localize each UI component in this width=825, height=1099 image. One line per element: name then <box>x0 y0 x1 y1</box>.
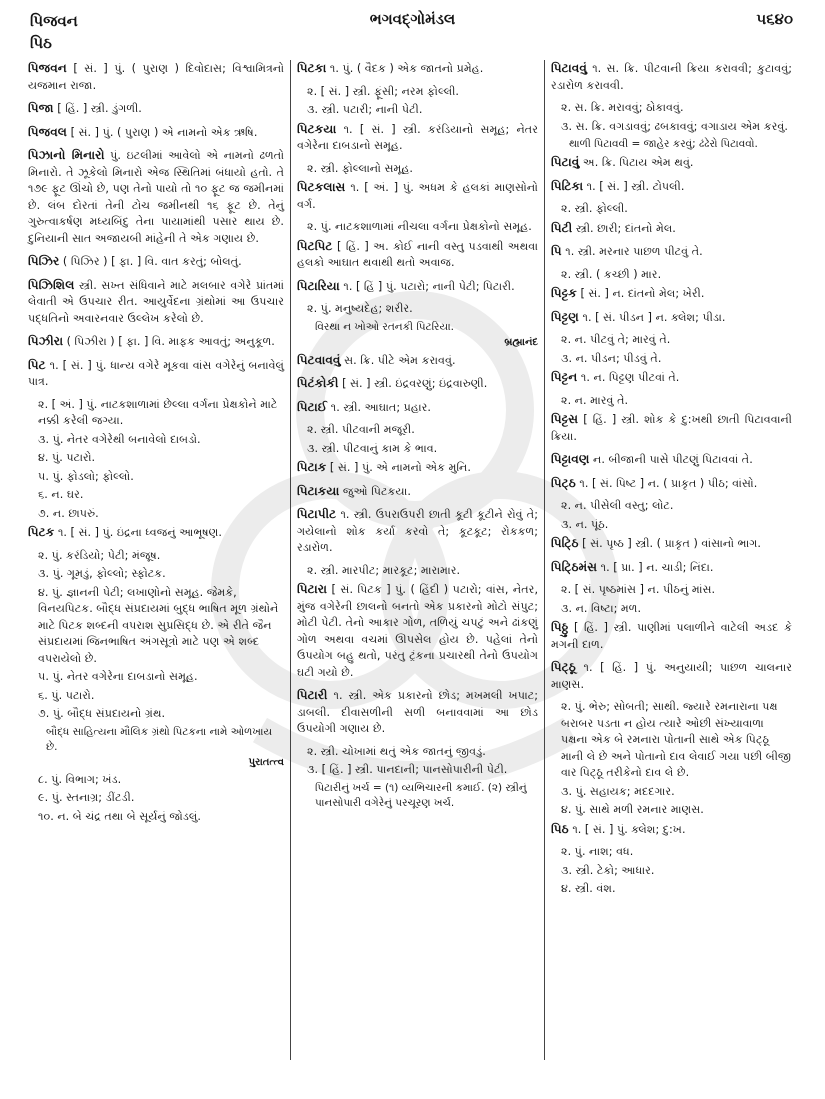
entry-sense: ૭. ન. છાપરું. <box>38 506 99 520</box>
dictionary-entry <box>28 277 284 328</box>
dictionary-entry <box>28 253 284 271</box>
entry-sense: ૨. પું. કરંડિયો; પેટી; મંજૂષ. <box>38 548 161 562</box>
entry-sense: ૨. સ્ત્રી. ફોલ્લાનો સમૂહ. <box>307 161 413 175</box>
entry-sense: ૩. સ્ત્રી. પટારી; નાની પેટી. <box>307 103 423 116</box>
dictionary-entry <box>551 619 792 653</box>
guide-word-first: પિજવન <box>30 12 78 30</box>
entry-headword: પિટકયા <box>297 121 337 136</box>
entry-headword: પિજા <box>28 101 54 115</box>
column-2 <box>290 60 544 1060</box>
entry-headword: પિટ્ઠૂ <box>551 660 576 674</box>
entry-headword: પિટકા <box>297 61 327 75</box>
dictionary-entry <box>297 581 538 681</box>
dictionary-entry <box>551 535 792 553</box>
entry-sense: ૨. સ્ત્રી. ( કચ્છી ) માર. <box>561 267 662 281</box>
entry-definition: સ્ત્રી. છારી; દાંતનો મેલ. <box>575 221 676 235</box>
entry-headword: પિજવન <box>28 61 67 75</box>
dictionary-entry <box>297 60 538 78</box>
dictionary-entry <box>551 475 792 493</box>
dictionary-columns <box>28 60 798 1060</box>
entry-headword: પિટક <box>28 525 55 539</box>
entry-headword: પિટ્ઠ <box>551 475 576 490</box>
entry-definition: ( પિઝિર ) [ ફા. ] વિ. વાત કરતું; બોલતું. <box>62 255 242 268</box>
entry-definition: [ હિં. ] સ્ત્રી. પાણીમાં પલાળીને વાટેલી અડદ કે મગની દાળ. <box>551 621 792 651</box>
entry-sense: ૧૦. ન. બે ચંદ્ર તથા બે સૂર્યનું જોડલું. <box>38 809 201 823</box>
entry-sense: ૨. સ. ક્રિ. મરાવવું; ઠોકાવવું. <box>561 101 684 114</box>
dictionary-entry <box>551 243 792 261</box>
entry-definition: ન. બીજાની પાસે પીટણું પિટાવવાં તે. <box>593 453 753 466</box>
entry-definition: ૧. [ સં. ] સ્ત્રી. કરંડિયાનો સમૂહ; નેતર વગેરેના દાબડાનો સમૂહ. <box>297 122 538 152</box>
entry-definition: ૧. [ અં. ] પું. અધમ કે હલકાં માણસોનો વર્ગ. <box>297 181 538 211</box>
quote-citation: પુરાતત્ત્વ <box>248 756 284 768</box>
dictionary-entry <box>297 459 538 477</box>
entry-headword: પિટ <box>28 357 46 372</box>
dictionary-entry <box>551 178 792 196</box>
column-3 <box>544 60 798 1060</box>
entry-sense: ૨. પું. મનુષ્યદેહ; શરીર. <box>307 302 413 315</box>
dictionary-entry <box>551 220 792 238</box>
dictionary-entry <box>28 100 284 118</box>
dictionary-entry <box>28 524 284 542</box>
dictionary-entry <box>551 451 792 469</box>
entry-headword: પિઠ્ઠુ <box>551 620 569 634</box>
entry-definition: ૧. સ્ત્રી. એક પ્રકારનો છોડ; મખમલી ખપાટ; ડાબલી. દીવાસળીની સળી બનાવવામાં આ છોડ ઉપયોગી ગણાય છે. <box>297 689 538 735</box>
dictionary-entry <box>297 399 538 417</box>
book-title: ભગવદ્ગોમંડલ <box>369 10 456 28</box>
entry-definition: [ સં. પૃષ્ઠ ] સ્ત્રી. ( પ્રાકૃત ) વાંસાનો ભાગ. <box>582 537 761 550</box>
entry-headword: પિટાવું <box>551 155 580 169</box>
entry-sense: ૮. પું. વિભાગ; ખંડ. <box>38 772 122 786</box>
entry-sense: ૩. પું. સહાયક; મદદગાર. <box>561 784 675 798</box>
entry-headword: પિટવાવવું <box>297 352 341 367</box>
dictionary-entry <box>551 659 792 693</box>
dictionary-entry <box>551 411 792 445</box>
entry-sense: ૩. સ્ત્રી. ટેકો; આધાર. <box>561 863 655 877</box>
entry-definition: [ સં. ] પું. ( પુરાણ ) દિવોદાસ; વિશ્વામિત્રનો યજમાન રાજા. <box>28 62 284 92</box>
column-1 <box>28 60 290 1060</box>
entry-headword: પિઝિશિલ <box>28 277 75 292</box>
entry-definition: ૧. [ હિં ] પું. પટારો; નાની પેટી; પિટારી. <box>343 279 515 293</box>
entry-definition: ૧. [ સં. ] પું. ઇંદ્રના ધ્વજનું આભૂષણ. <box>57 526 222 539</box>
entry-sense: ૪. પું. જ્ઞાનની પેટી; લખાણોનો સમૂહ. જેમકે, વિનયપિટક. બૌદ્ધ સંપ્રદાયમાં બુદ્ધ ભાષિત મૂળ ગ્રંથોને માટે પિટક શબ્દની વપરાશ સુપ્રસિદ્ધ છે. એ રીતે જૈન સંપ્રદાયમાં જિનભાષિત અંગસૂત્રો માટે પણ એ શબ્દ વપરાયેલો છે. <box>38 585 279 665</box>
entry-headword: પિટાપીટ <box>297 507 337 521</box>
dictionary-entry <box>551 60 792 94</box>
entry-headword: પિટ્ટાવણ <box>551 452 590 466</box>
entry-definition: ૧. [ સં. ] સ્ત્રી. ટોપલી. <box>586 179 685 193</box>
dictionary-entry <box>28 124 284 142</box>
entry-sense: ૨. ન. પીસેલી વસ્તુ; લોટ. <box>561 499 674 512</box>
entry-definition: [ હિં. ] સ્ત્રી. ડુંગળી. <box>57 102 142 115</box>
entry-headword: પિટકલાસ <box>297 180 346 194</box>
entry-sense: ૨. સ્ત્રી. ચોખામાં થતું એક જાતનું જીવડું. <box>307 744 486 758</box>
dictionary-entry <box>28 147 284 247</box>
entry-sense: ૨. ન. પીટવું તે; મારવું તે. <box>561 333 671 346</box>
entry-headword: પિટારિયા <box>297 278 340 293</box>
entry-sense: ૨. પું. નાટકશાળામાં નીચલા વર્ગના પ્રેક્ષકોનો સમૂહ. <box>307 220 532 233</box>
dictionary-entry <box>297 375 538 393</box>
entry-sense: ૭. પું. બૌદ્ધ સંપ્રદાયનો ગ્રંથ. <box>38 707 166 720</box>
quote-text: બૌદ્ધ સાહિત્યના મૌલિક ગ્રંથો પિટકના નામે ઓળખાય છે. <box>46 725 273 753</box>
entry-sense: ૨. [ સં. ] સ્ત્રી. ફૂંસી; નરમ ફોલ્લી. <box>307 84 459 98</box>
entry-headword: પિટી <box>551 220 573 235</box>
entry-sense: ૯. પું. સ્તનાગ્ર; ડીંટડી. <box>38 791 135 804</box>
entry-definition: પું. ઇટલીમાં આવેલો એ નામનો ઢળતો મિનારો. તે ઝૂકેલો મિનારો એજ સ્થિતિમાં બંધાયો હતો. તે ૧૭૯ ફૂટ ઊંચો છે, પણ તેનો પાયો તો ૧૦ ફૂટ જ જમીનમાં છે. લંબ દોરતાં તેની ટોચ જમીનથી ૧૬ ફૂટ છે. તેનું ગુરુત્વાકર્ષણ મધ્યબિંદુ તેના પાયામાંથી પસાર થાય છે. દુનિયાની સાત અજાયબી માંહેની તે એક ગણાય છે. <box>28 149 284 245</box>
page-header <box>0 0 825 62</box>
dictionary-entry <box>297 238 538 272</box>
dictionary-entry <box>551 154 792 172</box>
entry-sense: ૩. ન. પીડન; પીડવું તે. <box>561 351 662 365</box>
entry-sense: ૪. પું. પટારો. <box>38 451 96 464</box>
entry-sense: ૪. પું. સાથે મળી રમનાર માણસ. <box>561 803 704 816</box>
quote-text: થાળી પિટાવવી = જાહેર કરવું; ઢંઢેરો પિટાવવો. <box>569 138 758 150</box>
entry-headword: પિટપિટ <box>297 238 333 253</box>
dictionary-entry <box>551 559 792 577</box>
entry-headword: પિઝીરા <box>28 334 64 348</box>
entry-sense: ૨. [ સં. પૃષ્ઠમાંસ ] ન. પીઠનું માંસ. <box>561 583 716 596</box>
entry-sense: ૨. પું. નાશ; વધ. <box>561 845 634 858</box>
entry-definition: ૧. [ સં. ] પું. ક્લેશ; દુ:ખ. <box>572 822 686 836</box>
entry-headword: પિટારી <box>297 688 328 702</box>
dictionary-entry <box>297 687 538 738</box>
quote-text: વિરથા ન ખોઓ રતનકી પિટરિયા. <box>315 320 454 333</box>
entry-definition: [ સં. ] ન. દાંતનો મેલ; ખેરી. <box>580 287 705 300</box>
quote-text: પિટારીનું ખર્ચ = (૧) વ્યભિચારની કમાઈ. (૨) સ્ત્રીનું પાનસોપારી વગેરેનું પરચૂરણ ખર્ચ. <box>315 781 527 809</box>
entry-sense: ૬. ન. ઘર. <box>38 488 84 501</box>
entry-sense: ૫. પું. નેતર વગેરેના દાબડાનો સમૂહ. <box>38 670 198 683</box>
entry-headword: પિટાઈ <box>297 399 328 414</box>
dictionary-entry <box>297 121 538 155</box>
dictionary-entry <box>297 179 538 213</box>
entry-definition: જુઓ પિટકયા. <box>342 484 411 498</box>
entry-headword: પિઠ <box>551 821 569 836</box>
quote-citation: બ્રહ્માનંદ <box>504 336 538 348</box>
dictionary-entry <box>28 60 284 94</box>
entry-headword: પિટિકા <box>551 178 584 193</box>
entry-definition: [ હિં. ] અ. કોઈ નાની વસ્તુ પડવાથી અથવા હલકો આઘાત થવાથી થતો અવાજ. <box>297 239 538 269</box>
entry-sense: ૩. પું. નેતર વગેરેથી બનાવેલો દાબડો. <box>38 432 201 446</box>
dictionary-entry <box>551 309 792 327</box>
entry-definition: અ. ક્રિ. પિટાય એમ થવું. <box>582 156 694 169</box>
entry-sense: ૪. સ્ત્રી. વંશ. <box>561 882 616 895</box>
entry-definition: [ સં. ] પું. ( પુરાણ ) એ નામનો એક ઋષિ. <box>70 125 258 139</box>
entry-headword: પિઝાનો મિનારો <box>28 148 105 162</box>
entry-definition: [ સં. પિટક ] પું. ( હિંદી ) પટારો; વાંસ, નેતર, મુંજ વગેરેની છાલનો બનતો એક પ્રકારનો મોટો સંપુટ; મોટી પેટી. તેનો આકાર ગોળ, તળિયું ચપટું અને ઢાંકણું ગોળ અથવા વચમાં ઊપસેલ હોય છે. પહેલાં તેનો ઉપયોગ બહુ થતો, પરંતુ ટ્રંકના પ્રચારથી તેનો ઉપયોગ ઘટી ગયો છે. <box>297 583 538 679</box>
entry-headword: પિજવલ <box>28 124 67 139</box>
entry-definition: ૧. [ પ્રા. ] ન. ચાડી; નિંદા. <box>600 560 714 574</box>
entry-definition: ( પિઝીરા ) [ ફા. ] વિ. માફક આવતું; અનુકૂળ. <box>66 335 275 348</box>
entry-sense: ૨. [ અં. ] પું. નાટકશાળામાં છેલ્લા વર્ગના પ્રેક્ષકોને માટે નક્કી કરેલી જગ્યા. <box>38 397 278 427</box>
entry-definition: સ. ક્રિ. પીટે એમ કરાવવું. <box>344 353 456 367</box>
entry-sense: ૨. ન. મારવું તે. <box>561 393 629 407</box>
entry-definition: ૧. [ સં. પીડન ] ન. ક્લેશ; પીડા. <box>582 310 726 324</box>
entry-definition: ૧. સ્ત્રી. મરનાર પાછળ પીટવું તે. <box>565 245 703 258</box>
entry-headword: પિટંકોકી <box>297 376 339 390</box>
page-number: ૫૬૪૦ <box>756 10 793 28</box>
entry-definition: ૧. [ હિં. ] પું. અનુયાયી; પાછળ ચાલનાર માણસ. <box>551 661 792 691</box>
entry-sense: ૬. પું. પટારો. <box>38 688 95 702</box>
entry-definition: ૧. સ્ત્રી. ઉપરાઉપરી છાતી કૂટી કૂટીને રોવું તે; ગયેલાનો શોક કર્યા કરવો તે; કૂટકૂટ; રોકકળ; રડારોળ. <box>297 508 538 554</box>
dictionary-entry <box>551 821 792 839</box>
entry-headword: પિટ્ટણ <box>551 309 579 324</box>
entry-definition: ૧. સ્ત્રી. આઘાત; પ્રહાર. <box>330 400 431 414</box>
entry-definition: ૧. ન. પિટ્ટણ પીટવાં તે. <box>580 371 680 384</box>
entry-headword: પિટાક <box>297 460 327 474</box>
entry-sense: ૨. સ્ત્રી. પીટવાની મજૂરી. <box>307 423 415 436</box>
dictionary-entry <box>551 285 792 303</box>
entry-headword: પિટારા <box>297 582 328 596</box>
entry-definition: ૧. પું. ( વૈદક ) એક જાતનો પ્રમેહ. <box>329 62 484 75</box>
entry-sense: ૩. સ્ત્રી. પીટવાનું કામ કે ભાવ. <box>307 441 438 455</box>
dictionary-entry <box>297 352 538 370</box>
dictionary-entry <box>297 483 538 501</box>
usage-quote <box>569 137 792 152</box>
entry-sense: ૫. પું. ફોડલો; ફોલ્લો. <box>38 469 134 483</box>
usage-quote <box>315 320 538 350</box>
entry-headword: પિટ્ટક <box>551 286 577 300</box>
entry-definition: [ હિં. ] સ્ત્રી. શોક કે દુ:ખથી છાતી પિટાવવાની ક્રિયા. <box>551 413 792 443</box>
entry-sense: ૩. સ. ક્રિ. વગડાવવું; ઢબકાવવું; વગાડાય એમ કરવું. <box>561 119 788 133</box>
guide-word-last: પિઠ <box>30 34 52 52</box>
entry-definition: ૧. [ સં. ] પું. ધાન્ય વગેરે મૂકવા વાંસ વગેરેનું બનાવેલું પાત્ર. <box>28 358 284 388</box>
entry-headword: પિ <box>551 244 562 258</box>
dictionary-entry <box>297 278 538 296</box>
entry-sense: ૩. [ હિં. ] સ્ત્રી. પાનદાની; પાનસોપારીની પેટી. <box>307 763 508 776</box>
dictionary-entry <box>28 333 284 351</box>
dictionary-entry <box>28 357 284 391</box>
usage-quote <box>46 725 284 770</box>
entry-definition: [ સં. ] પું. એ નામનો એક મુનિ. <box>329 461 471 474</box>
entry-sense: ૨. સ્ત્રી. મારપીટ; મારકૂટ; મારામાર. <box>307 563 461 577</box>
entry-sense: ૨. પું. ભેરુ; સોબતી; સાથી. જ્યારે રમનારાના પક્ષ બરાબર પડતા ન હોય ત્યારે ઓછી સંખ્યાવાળા પક્ષના એક બે રમનારા પોતાની સાથે એક પિટ્ઠૂ માની લે છે અને પોતાનો દાવ લેવાઈ ગયા પછી બીજી વાર પિટ્ઠૂ તરીકેનો દાવ લે છે. <box>561 700 792 779</box>
dictionary-entry <box>551 369 792 387</box>
dictionary-entry <box>297 506 538 557</box>
entry-headword: પિટાવવું <box>551 61 587 75</box>
entry-definition: ૧. [ સં. પિષ્ટ ] ન. ( પ્રાકૃત ) પીઠ; વાંસો. <box>579 476 758 490</box>
entry-headword: પિટ્ઠિ <box>551 536 579 550</box>
entry-sense: ૩. ન. વિષ્ટા; મળ. <box>561 601 642 615</box>
entry-headword: પિટ્ઠિમંસ <box>551 559 598 574</box>
entry-headword: પિટ્ટન <box>551 370 578 384</box>
entry-definition: ૧. સ. ક્રિ. પીટવાની ક્રિયા કરાવવી; કુટાવવું; રડારોળ કરાવવી. <box>551 62 793 92</box>
entry-sense: ૩. ન. પૂંઠ. <box>561 517 609 531</box>
entry-definition: સ્ત્રી. સખ્ત સંધિવાને માટે મલબાર વગેરે પ્રાંતમાં લેવાતી એ ઉપચાર રીત. આયુર્વેદના ગ્રંથોમાં આ ઉપચાર પદ્ધતિનો અવારનવાર ઉલ્લેખ કરેલો છે. <box>28 278 284 325</box>
usage-quote <box>315 781 538 811</box>
entry-sense: ૩. પું. ગૂમડું, ફોલ્લો; સ્ફોટક. <box>38 567 166 580</box>
entry-sense: ૨. સ્ત્રી. ફોલ્લી. <box>561 202 628 215</box>
entry-definition: [ સં. ] સ્ત્રી. ઇંદ્રવરણું; ઇંદ્રવારુણી. <box>342 377 488 390</box>
entry-headword: પિટ્ટસ <box>551 412 579 426</box>
entry-headword: પિટાકયા <box>297 483 340 498</box>
entry-headword: પિઝિર <box>28 254 60 268</box>
